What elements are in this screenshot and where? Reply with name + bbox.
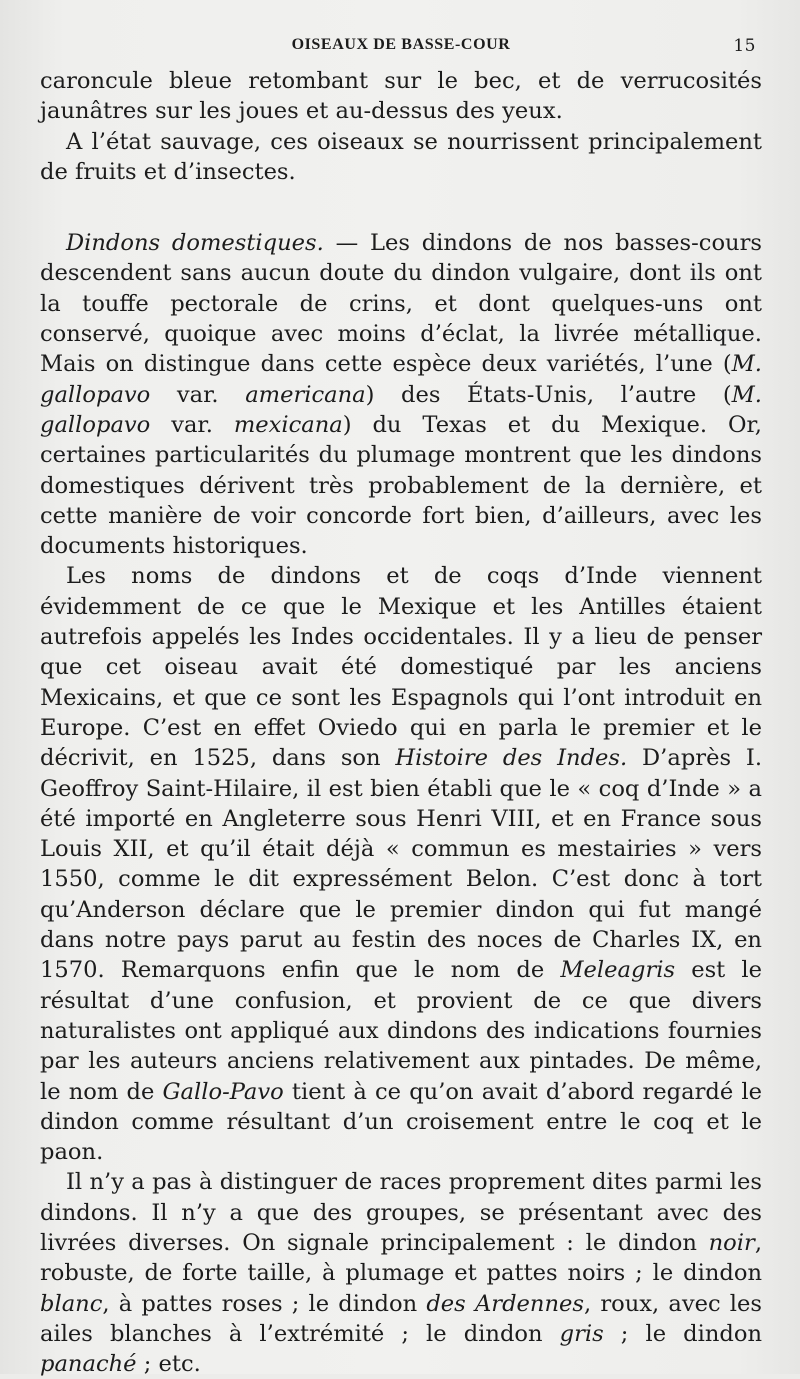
text-run: D’après I. Geoffroy Saint-Hilaire, il est bien établi que le « coq d’Inde » a été importé en Angleterre sous Henri VIII, et en France sous Louis XII, et qu’il était déjà « commun es mestairies » vers 1550, comme le dit expressément Belon. C’est donc à tort qu’Anderson déclare que le premier dindon qui fut mangé dans notre pays parut au festin des noces de Charles IX, en 1570. Remarquons enfin que le nom de: [40, 745, 763, 984]
page-header: [40, 30, 762, 66]
text-run: Les noms de dindons et de coqs d’Inde viennent évidemment de ce que le Mexique et les Antilles étaient autrefois appelés les Indes occidentales. Il y a lieu de penser que cet oiseau avait été domestiqué par les anciens Mexicains, et que ce sont les Espagnols qui l’ont introduit en Europe. C’est en effet Oviedo qui en parla le premier et le décrivit, en 1525, dans son: [40, 563, 762, 772]
page-number: 15: [733, 36, 756, 56]
italic-text: Meleagris: [560, 957, 676, 984]
italic-text: Histoire des Indes.: [395, 745, 628, 772]
italic-text: blanc: [40, 1290, 103, 1317]
italic-text: M. gallopavo: [40, 381, 762, 438]
italic-text: Gallo-Pavo: [162, 1078, 284, 1105]
text-run: var.: [150, 381, 246, 408]
italic-text: M. gallopavo: [40, 351, 762, 408]
italic-text: americana: [245, 381, 366, 408]
italic-text: Dindons domestiques.: [66, 230, 324, 257]
paragraph: [40, 127, 762, 188]
italic-text: gris: [559, 1320, 604, 1347]
text-run: Il n’y a pas à distinguer de races proprement dites parmi les dindons. Il n’y a que des groupes, se présentant avec des livrées diverses. On signale principalement : le dindon: [40, 1169, 762, 1256]
italic-text: panaché: [40, 1351, 137, 1378]
text-run: ) des États-Unis, l’autre (: [365, 381, 732, 408]
paragraph: [40, 1167, 762, 1379]
text-run: , roux, avec les ailes blanches à l’extrémité ; le dindon: [40, 1290, 762, 1347]
paragraph: [40, 228, 762, 561]
italic-text: mexicana: [233, 411, 343, 438]
text-run: , robuste, de forte taille, à plumage et pattes noirs ; le dindon: [40, 1229, 762, 1287]
text-run: caroncule bleue retombant sur le bec, et de verrucosités jaunâtres sur les joues et au-dessus des yeux.: [40, 68, 762, 125]
text-run: A l’état sauvage, ces oiseaux se nourrissent principalement de fruits et d’insectes.: [40, 128, 762, 185]
italic-text: noir: [708, 1229, 755, 1256]
text-run: ; etc.: [136, 1351, 201, 1378]
paragraph: [40, 561, 762, 1167]
paragraph: [40, 66, 762, 127]
text-run: ) du Texas et du Mexique. Or, certaines particularités du plumage montrent que les dindons domestiques dérivent très probablement de la dernière, et cette manière de voir concorde fort bien, d’ailleurs, avec les documents historiques.: [40, 411, 762, 560]
running-title: OISEAUX DE BASSE-COUR: [291, 36, 511, 53]
section-spacer: [40, 187, 762, 228]
text-run: , à pattes roses ; le dindon: [102, 1290, 427, 1317]
text-run: est le résultat d’une confusion, et provient de ce que divers naturalistes ont appliqué aux dindons des indications fournies par les auteurs anciens relativement aux pintades. De même, le nom de: [40, 957, 762, 1105]
text-run: — Les dindons de nos basses-cours descendent sans aucun doute du dindon vulgaire, dont ils ont la touffe pectorale de crins, et dont quelques-uns ont conservé, quoique avec moins d’éclat, la livrée métallique. Mais on distingue dans cette espèce deux variétés, l’une (: [40, 230, 762, 378]
text-run: tient à ce qu’on avait d’abord regardé le dindon comme résultant d’un croisement entre le coq et le paon.: [40, 1078, 762, 1166]
text-run: var.: [150, 411, 234, 438]
text-run: ; le dindon: [603, 1320, 762, 1347]
body-text: [40, 66, 762, 1379]
italic-text: des Ardennes: [426, 1290, 584, 1317]
